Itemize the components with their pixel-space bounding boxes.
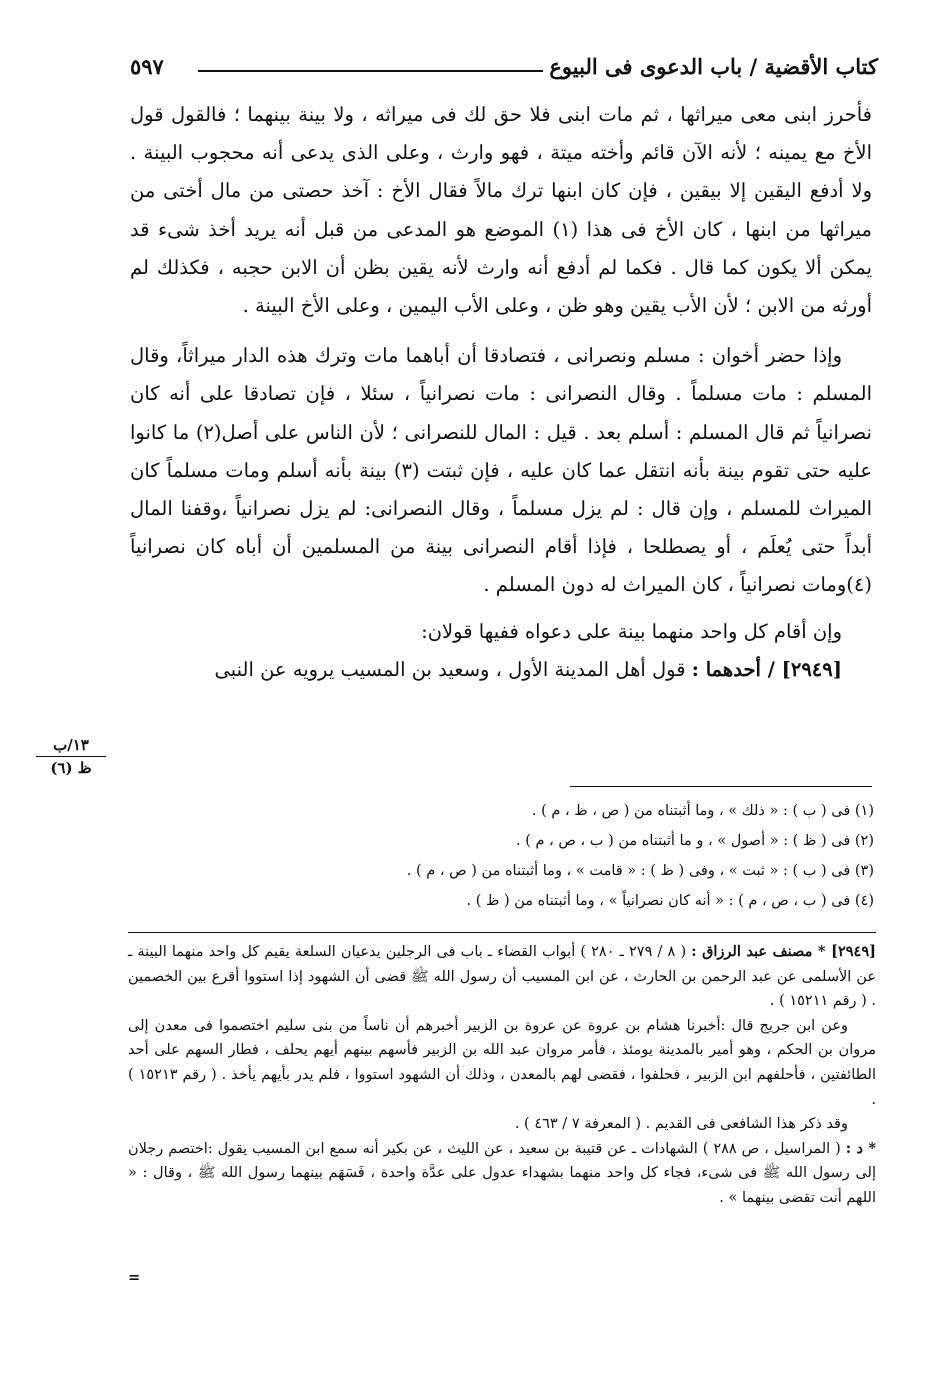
paragraph-3: وإن أقام كل واحد منهما بينة على دعواه ففيها قولان: [421,619,842,643]
commentary-text: ( ٨ / ٢٧٩ ـ ٢٨٠ ) أبواب القضاء ـ باب فى الرجلين يدعيان السلعة يقيم كل واحد منهما البينة ـ عن الأسلمى عن عبد الرحمن بن الحارث ، عن ابن المسيب أن رسول الله ﷺ قضى أن الشهود إذا استووا أقرع بين الخصمين . ( رقم ١٥٢١١ ) . [128,944,876,1010]
footnote: (٣) فى ( ب ) : « ثبت » ، وفى ( ظ ) : « قامت » ، وما أثبتناه من ( ص ، م ) . [406,863,874,879]
commentary-paragraph [128,940,876,1014]
commentary-reference: [٢٩٤٩] * مصنف عبد الرزاق : [691,943,876,960]
main-text [130,96,872,689]
paragraph-1: فأحرز ابنى معى ميراثها ، ثم مات ابنى فلا حق لك فى ميراثه ، ولا بينة بينهما ؛ فالقول قول الأخ مع يمينه ؛ لأنه الآن قائم وأخته ميتة ، فهو وارث ، وعلى الذى يدعى أنه محجوب البينة . ولا أدفع اليقين إلا بيقين ، فإن كان ابنها ترك مالاً فقال الأخ : آخذ حصتى من مال أختى من ميراثها من ابنها ، كان الأخ فى هذا (١) الموضع هو المدعى من قبل أنه يريد أخذ شىء قد يمكن ألا يكون كما قال . فكما لم أدفع أنه وارث لأنه يقين بظن أن الابن حجبه ، فكذلك لم أورثه من الابن ؛ لأن الأب يقين وهو ظن ، وعلى الأب اليمين ، وعلى الأخ البينة . [130,103,872,318]
commentary-paragraph: وعن ابن جريج قال :أخبرنا هشام بن عروة عن عروة بن الزبير أخبرهم أن ناساً من بنى سليم اختصموا فى معدن إلى مروان بن الحكم ، وهو أمير بالمدينة يومئذ ، فأمر مروان عبد الله بن الزبير فأسهم بينهم أيهم يحلف ، فطار السهم على أحد الطائفتين ، فأحلفهم ابن الزبير ، فحلفوا ، فقضى لهم بالمعدن ، وذلك أن الشهود استووا ، فلم يدر بأيهم يأخذ . ( رقم ١٥٢١٣ ) . [128,1017,876,1108]
paragraph-4 [130,651,872,689]
commentary-rule [128,932,876,933]
footnote: (٢) فى ( ظ ) : « أصول » ، و ما أثبتناه من ( ب ، ص ، م ) . [516,833,874,849]
margin-note [36,734,106,779]
footnote-rule [570,786,872,787]
continuation-mark: = [128,1269,141,1286]
commentary-text: ( المراسيل ، ص ٢٨٨ ) الشهادات ـ عن قتيبة بن سعيد ، عن الليث ، عن بكير أنه سمع ابن المسيب يقول :اختصم رجلان إلى رسول الله ﷺ فى شىء، فجاء كل واحد منهما بشهداء عدول على عدَّة واحدة ، فَسَهَم بينهما رسول الله ﷺ ، وقال : « اللهم أنت تقضى بينهما » . [128,1140,876,1206]
commentary-paragraph [128,1137,876,1211]
paragraph-2: وإذا حضر أخوان : مسلم ونصرانى ، فتصادقا أن أباهما مات وترك هذه الدار ميراثاً، وقال المسلم : مات مسلماً . وقال النصرانى : مات نصرانياً ، سئلا ، فإن تصادقا على أنه كان نصرانياً ثم قال المسلم : أسلم بعد . قيل : المال للنصرانى ؛ لأن الناس على أصل(٢) ما كانوا عليه حتى تقوم بينة بأنه انتقل عما كان عليه ، فإن ثبتت (٣) بينة بأنه أسلم ومات مسلماً كان الميراث للمسلم ، وإن قال : لم يزل مسلماً ، وقال النصرانى: لم يزل نصرانياً ،وقفنا المال أبداً حتى يُعلَم ، أو يصطلحا ، فإذا أقام النصرانى بينة من المسلمين أن أباه كان نصرانياً (٤)ومات نصرانياً ، كان الميراث له دون المسلم . [130,344,873,597]
commentary-paragraph: وقد ذكر هذا الشافعى فى القديم . ( المعرفة ٧ / ٤٦٣ ) . [514,1116,848,1133]
footnote: (٤) فى ( ب ، ص ، م ) : « أنه كان نصرانياً » ، وما أثبتناه من ( ظ ) . [466,893,874,909]
margin-manuscript: ظ (٦) [50,759,92,777]
section-number: [٢٩٤٩] / أحدهما : [691,657,842,681]
page-header [130,52,878,86]
page-number: ٥٩٧ [130,54,164,79]
commentary-reference: * د : [845,1139,876,1157]
running-title: كتاب الأقضية / باب الدعوى فى البيوع [549,54,878,79]
footnote: (١) فى ( ب ) : « ذلك » ، وما أثبتناه من ( ص ، ظ ، م ) . [531,803,874,819]
commentary [128,940,876,1286]
header-rule [198,70,543,72]
margin-folio: ١٣/ب [36,734,106,757]
paragraph-4-text: قول أهل المدينة الأول ، وسعيد بن المسيب يرويه عن النبى [214,657,692,681]
footnotes [300,796,874,916]
